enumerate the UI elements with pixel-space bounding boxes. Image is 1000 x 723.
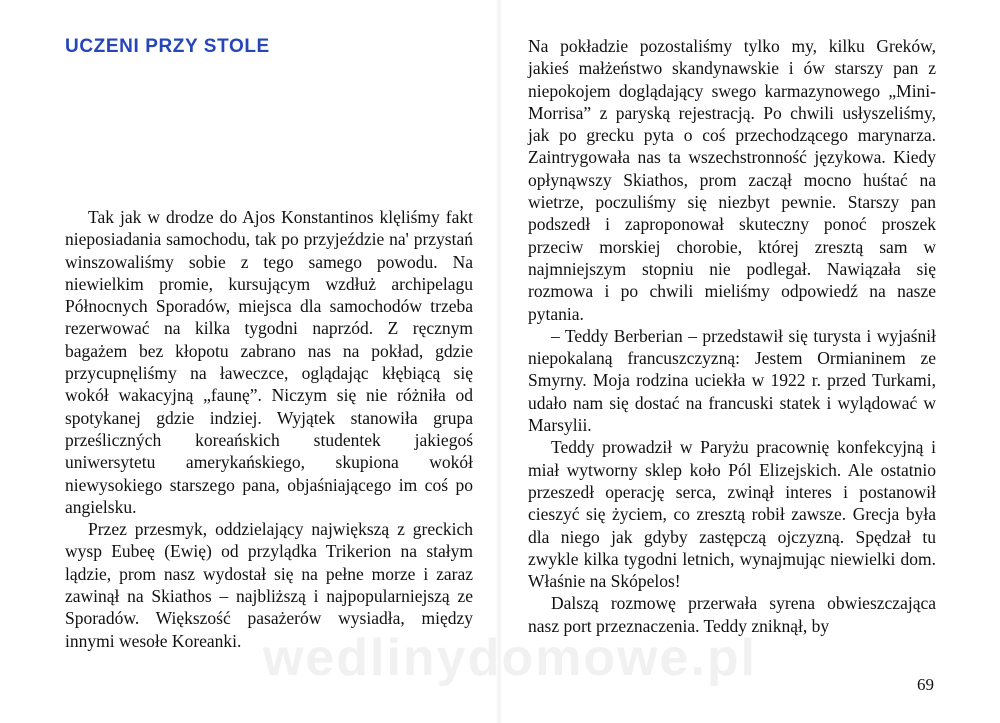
paragraph: Teddy prowadził w Paryżu pracownię konfekcyjną i miał wytworny sklep koło Pól Elizejskich. Ale ostatnio przeszedł operację serca, zwinął interes i postanowił cieszyć się życiem, co zresztą robił zawsze. Grecja była dla niego jak gdyby zastępczą ojczyzną. Spędzał tu zwykle kilka tygodni letnich, wynajmując niewielki dom. Właśnie na Skópelos! — [528, 437, 936, 592]
paragraph: Dalszą rozmowę przerwała syrena obwieszczająca nasz port przeznaczenia. Teddy zniknął, by — [528, 593, 936, 636]
page-gutter — [496, 0, 502, 723]
paragraph: Tak jak w drodze do Ajos Konstantinos klęliśmy fakt nieposiadania samochodu, tak po przyjeździe na' przystań winszowaliśmy sobie z tego samego powodu. Na niewielkim promie, kursującym wzdłuż archipelagu Północnych Sporadów, miejsca dla samochodów trzeba rezerwować na kilka tygodni naprzód. Z ręcznym bagażem bez kłopotu zabrano nas na pokład, gdzie przycupnęliśmy na ławeczce, oglądając kłębiącą się wokół wakacyjną „faunę”. Niczym się nie różniła od spotykanej gdzie indziej. Wyjątek stanowiła grupa prześliczných koreańskich studentek jakiegoś uniwersytetu amerykańskiego, skupiona wokół niewysokiego starszego pana, objaśniającego im coś po angielsku. — [65, 207, 473, 517]
paragraph: – Teddy Berberian – przedstawił się turysta i wyjaśnił niepokalaną francuszczyzną: Jestem Ormianinem ze Smyrny. Moja rodzina uciekła w 1922 r. przed Turkami, udało nam się dostać na francuski statek i wylądować w Marsylii. — [528, 325, 936, 436]
chapter-heading: UCZENI PRZY STOLE — [65, 36, 270, 57]
right-column — [528, 35, 936, 637]
page-number: 69 — [917, 675, 934, 694]
paragraph: Przez przesmyk, oddzielający największą z greckich wysp Eubeę (Ewię) od przylądka Trikerion na stałym lądzie, prom nasz wydostał się na pełne morze i zaraz zawinął na Skiathos – najbliższą i najpopularniejszą ze Sporadów. Większość pasażerów wysiadła, między innymi wesołe Koreanki. — [65, 519, 473, 651]
watermark: wedlinydomowe.pl — [262, 629, 758, 687]
left-column — [65, 206, 473, 652]
paragraph: Na pokładzie pozostaliśmy tylko my, kilku Greków, jakieś małżeństwo skandynawskie i ów starszy pan z niepokojem doglądający swego karmazynowego „Mini-Morrisa” z paryską rejestracją. Po chwili usłyszeliśmy, jak po grecku pyta o coś przechodzącego marynarza. Zaintrygowała nas ta wszechstronność językowa. Kiedy opłynąwszy Skiathos, prom zaczął mocno huśtać na wietrze, poczuliśmy się niezbyt pewnie. Starszy pan podszedł i zaproponował skuteczny ponoć proszek przeciw morskiej chorobie, której zresztą sam w najmniejszym stopniu nie podlegał. Nawiązała się rozmowa i po chwili mieliśmy odpowiedź na nasze pytania. — [528, 36, 936, 324]
